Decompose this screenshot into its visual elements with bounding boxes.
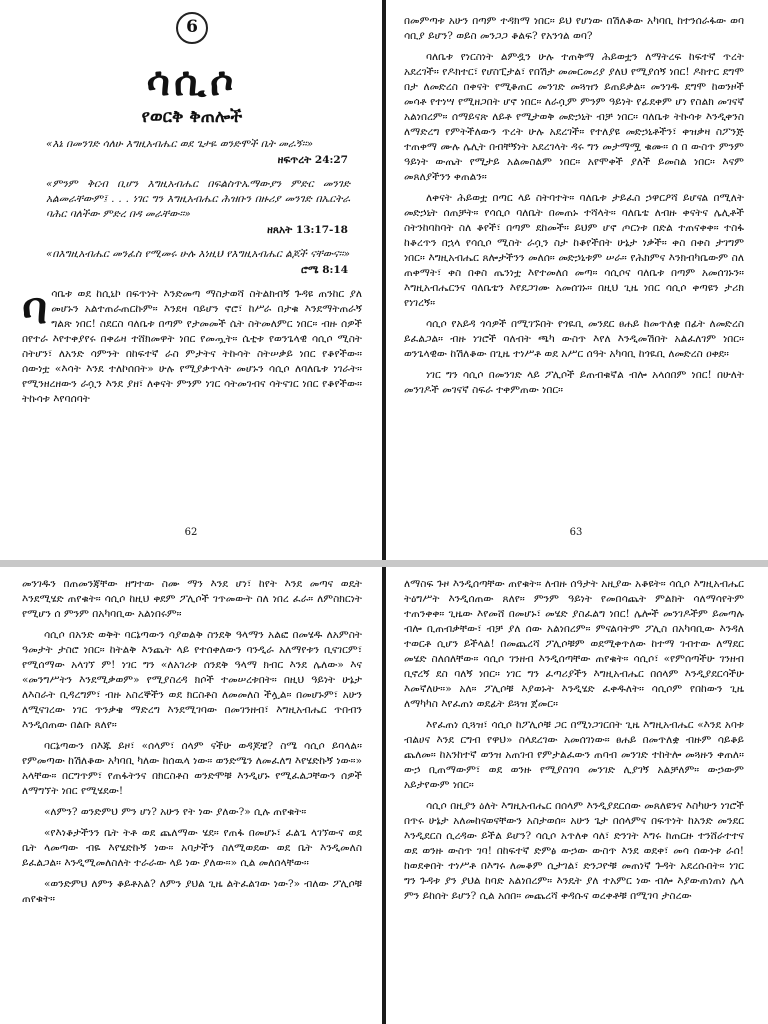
body-paragraph: ሳሲሶ በአንድ ወቅት ባርኔጣውን ሳያወልቅ ስንደቅ ዓላማን አልፎ በመሄዱ ለአምስት ዓመታት ታስሮ ነበር። ከትልቅ እንጨት ላይ የተሰቀለውን ባንዲራ አለማየቱን ቢናገርም፣ የሚሰማው አላገኘ ም! ነገር ግን «ለአገሪቱ ሰንደቅ ዓላማ ክብር እንደ ሌለው» እና «መንግሥትን እንደሚቃወም» የሚያስረዳ ክሶች ተመሠረቱበት። በዚህ ዓይነት ሁኔታ ለእስራት ቢዳረግም፣ ብዙ አስረኞችን ወደ ክርስቶስ ለመመለስ ችሏል። በመሆኑም፣ አሁን ለሚናገረው ነገር ጥንቃቄ ማድረግ እንደሚገባው በመገንዘብ፣ እግዚአብሔር ጥበብን እንዲሰጠው በልቡ ጸለየ። — [22, 629, 362, 731]
page-65 — [384, 567, 768, 1024]
page-number: 62 — [184, 527, 198, 538]
epigraph-quote-1: «እኔ በመንገድ ሳለሁ እግዚአብሔር ወደ ጌታዬ ወንድሞች ቤት መራኝ።» — [46, 138, 314, 150]
epigraph-quote-2: «ምንም ቅርብ ቢሆን እግዚአብሔር በፍልስጥኤማውያን ምድር መንገድ አልመራቸውም፤ . . . ነገር ግን እግዚአብሔር ሕዝቡን በዙሪያ መንገድ በኤርትራ ባሕር ባለችው ምድረ በዳ መራቸው።» — [46, 178, 350, 220]
epigraph-ref-3: ሮሜ 8:14 — [300, 264, 348, 276]
paragraph-text: ሳቤቱ ወደ ከሲኒኮ በፍጥነት እንድመጣ ማስታወሻ ስትልክብኝ ጉዳዩ ጠንከር ያለ መሆኑን አልተጠራጠርኩም። እንደዛ ባይሆን ኖሮ፣ ከሥራ በታቁ እንደማትጠራኝ ግልጽ ነበር! ስደርስ ባለቤቱ በጣም የታመመች ሴት ስትመለምር ነበር። ብዙ ሰዎች በየተራ እየተቀያየሩ በቀሬዛ ተሸክመዋት ነበር የመጧት። ሴቲቱ የወንጌላዊ ሳሲሶ ሚስት ስትሆን፣ ለአንድ ሳምንት በከፍተኛ ራስ ምታትና ትኩሳት ስትሠቃይ ነበር የቆየችው። ሰውነቷ «እሳት እንደ ተለኮሰበት» ሁሉ የሚያቃጥላት መሆኑን ሳሲሶ ለባለቤቱ ነገራት። የሚንዘረዘውን ራሷን እንደ ያዘ፣ ለቀናት ምንም ነገር ሳትመገብና ሳትናገር ነበር የቆየችው። ትኩሳቱ እየባሰባት — [22, 288, 362, 405]
body-paragraph: መንገዱን በጠመንጃቸው ዘግተው ስሙ ማን እንደ ሆነ፣ ከየት እንደ መጣና ወዴት እንደሚሄድ ጠየቁት። ሳሲሶ ከዚህ ቀደም ፖሊሶች ገጥመውት ስለ ነበረ ፈራ። ለምስክርነት የሚሆን ሰ ምንም በአካባቢው አልነበሩም። — [22, 578, 362, 620]
chapter-number: 6 — [176, 12, 208, 44]
page-separator — [0, 560, 768, 567]
body-paragraph: ባለቤቱ የነርስነት ልምዷን ሁሉ ተጠቅማ ሕይወቷን ለማትረፍ ከፍተኛ ጥረት አደረገች። የዶክተር፣ የሆስፒታል፣ የበሽታ መመርመሪያ ያለህ የሚያሰኝ ነበር! ዶክተር ደግሞ በታ ለመድረስ በቀናት የሚቆጠር መንገድ መጓዝን ይጠይቃል። መንገዱ ደግሞ ከወንዞች መሳቶ የተነሣ የሚዘጋበት ሆኖ ነበር። ለራሷም ምንም ዓይነት የፊደቀም ሆነ የስልክ መገናኛ አልነበረም። ሰማይናጽ ለይቶ የሚታወቅ መድኃኒት ብቻ ነበር። ባለቤቱ ትኩሳቱ እንዲቀንስ ለማድረግ የምትችለውን ጥረት ሁሉ አደረገች። የተለያዩ መድኃኒቶችን፣ ቀዝቃዛ ስፖንጅ ተጠቀማ ሙሉ ሌሊት በብቸኝነት አደረገላት ዳሩ ግን መታማሟ ቁሙ። ሰ በ ውስጥ ምንም ዓይነት ውጤት የሚታይ አልመስልም ነበር። አየሞቀች ያለች ይመስል ነበር። እናም መጸለያችንን ቀጠልን። — [404, 51, 744, 183]
body-paragraph: «ለምን? ወንድምህ ምን ሆነ? አሁን የት ነው ያለው?» ሲሉ ጠየቁት። — [44, 806, 307, 818]
body-paragraph: እየፈጠነ ሲጓዝ፣ ሳሲሶ ከፖሊሶቹ ጋር በሚነጋገርበት ጊዜ እግዚአብሔር «እንደ አባቱ ብልሀና እንደ ርግብ የዋህ» ስላደረገው አመሰገነው። ፀሐይ በመጥለቋ ብዙም ሳይቆይ ጨለመ። ከአንከተኛ ወንዝ አጠገብ የምታልፈውን ጠባብ መንገድ ተከትሎ መጓዙን ቀጠለ። ውኃ ቢጠማውም፣ ወደ ወንዙ የሚያስገባ መንገድ ሊያገኝ አልቻለም። ውኃውም አይታየውም ነበር። — [404, 719, 744, 791]
page-number: 63 — [569, 527, 583, 538]
page-62 — [0, 0, 382, 560]
body-paragraph: «ወንድምህ ለምን ቆይቶአል? ለምን ያህል ጊዜ ልትፈልገው ነው?» ብለው ፖሊሶቹ ጠየቁት። — [22, 878, 362, 905]
body-paragraph: ባርኔጣውን በእጁ ይዞ፣ «ሰላም፣ ሰላም ናችሁ ወዳጆቼ? ስሜ ሳሲሶ ይባላል። የምመጣው ከሽለቆው አካባቢ ካለው ከሰዉላ ነው። ወንድሜን ለመፈለግ እየሄድኩኝ ነው።» አላቸው። በርግጥም፣ የጠፋትንና በክርስቶስ ወንድሞቹ እንዲሆኑ የሚፈልጋቸውን ሰዎች ለማግኘት ነበር የሚሄደው! — [22, 740, 362, 797]
body-paragraph: ለቀናት ሕይወቷ በጣር ላይ ስትባተት። ባለቤቱ ታይፈስ ኃዋርዖሻ ይሆናል በሚለት መድኃኒት ሰጠቻት። የሳሲሶ ባለቤት በመጠኑ ተሻላት። ባለቤቴ ለብዙ ቀናትና ሌሊቶች ስትንከባከባት ስለ ቆየች፣ በጣም ደከመች። ይህም ሆኖ ጦርነቱ በድል ተጠናቀቀ። ተስፋ ከቆረጥን በኋላ የሳሲሶ ሚስት ራሷን ስታ ከቆየችበት ሁኔታ ነቃች። ቀስ በቀስ ታገግም ነበር። እግዚአብሔር ጸሎታችንን መለሰ። መድኃኒቱም ሠራ። የሕክምና እንክብካቤውም ስለ ጠቀማት፣ ቀስ በቀስ ጤንነቷ እየተመለሰ መጣ። ሳሲሶና ባለቤቱ በጣም አመሰገኑን። እግዚአብሔርንና ባለቤቴን እየደጋገሙ አመሰገኑ። በዚህ ጊዜ ነበር ሳሲሶ ቀጣዩን ታሪክ የነገረኝ። — [404, 192, 744, 309]
epigraph-ref-1: ዘፍጥረት 24:27 — [277, 154, 348, 166]
page-63 — [384, 0, 768, 560]
page-64 — [0, 567, 382, 1024]
epigraph-ref-2: ዘጸአት 13:17-18 — [267, 224, 348, 236]
body-paragraph: በመምጣቱ አሁን በጣም ተዳክማ ነበር። ይህ የሆነው በሽለቆው አካባቢ ከተንሰራፋው ወባ ሳቢያ ይሆን? ወይስ መንጋጋ ቆልፍ? የአንጎል ወባ? — [404, 15, 744, 42]
body-paragraph: ሳሲሶ በዚያን ዕለት እግዚአብሔር በሰላም እንዲያደርሰው መጸለዩንና እስካሁን ነገሮች በጥሩ ሁኔታ አለመከናወናቸውን አስታወሰ። አሁን ጌታ በሰላምና በፍጥነት ከአንድ መንደር እንዲደርስ ሲረዳው ይችል ይሆን? ሳሲሶ አጥለቀ ሳለ፣ ድንገት እግሩ ከጠርዙ ተንሸራተተና ወደ ወንዙ ውስጥ ገባ! በከፍተኛ ድምፅ ውኃው ውስጥ እንደ ወደቀ፣ መሳ ሰውነቱ ራሰ! ከወደቀበት ተነሥቶ በእግሩ ለመቆም ሲታገል፣ ድንጋዮቹ መጠነኛ ጉዳት አደረሱበት። ነገር ግን ጉዳቱ ያን ያህል ከባድ አልነበረም። እንዴት ያለ ተአምር ነው ብሎ እያውጠነጠነ ሌላ ምን ይከሰት ይሆን? ሲል አሰበ። መጨረሻ ቀዳሱና ወረቀቶቹ በሚገባ ታስረው — [404, 800, 744, 902]
body-paragraph: ሳሲሶ የአይዳ ጎሳዎች በሚገኙበት የጎዪቢ መንደር ፀሐይ ከመጥለቋ በፊት ለመድረስ ይፈልጋል። ብዙ ነገሮች ባለብት ጫካ ውስጥ እየለ እንዲመሽበት አልፈለገም ነበር። ወንጌላዊው ከሽለቆው በጊዜ ተነሥቶ ወደ አሥር ሰዓት አካባቢ ከጎዪቢ ለመድረስ ዐቀደ። — [404, 318, 744, 360]
body-paragraph — [22, 283, 362, 407]
chapter-subtitle: የወርቅ ቅጠሎች — [141, 107, 243, 127]
body-paragraph: «የእነቆታችንን ቤት ትቶ ወደ ጨለማው ሄደ። የጠፋ በመሆኑ፣ ፈልጌ ላገኘውና ወደ ቤት ላመጣው ብዬ እየሄድኩኝ ነው። አባታችን ስለሚወደው ወደ ቤት እንዲመለስ ይፈልጋል። እንዲሚመለስለት ተራራው ላይ ነው ያለው።» ሲል መለሰላቸው። — [22, 827, 362, 869]
body-paragraph: ነገር ግን ሳሲሶ በመንገድ ላይ ፖሊሶች ይጠብቁኛል ብሎ አላሰበም ነበር! በሁለት መንገዶች መገናኛ ስፍራ ተቀምጠው ነበር። — [404, 369, 744, 396]
epigraph-quote-3: «በእግዚአብሔር መንፈስ የሚመሩ ሁሉ እነዚህ የእግዚአብሔር ልጆች ናቸውና።» — [46, 248, 350, 260]
body-paragraph: ለማስፍ ጉዞ እንዲሰጣቸው ጠየቁት። ለብዙ ሰዓታት አዚያው አቆዩት። ሳሲሶ እግዚአብሔር ትዕግሥት እንዲሰጠው ጸለየ። ምንም ዓይነት የመበሳጨት ምልክት ሳለማሳየትም ተጠንቀቀ። ጊዜው እየመሸ በመሆኑ፣ መሄድ ያስፈልግ ነበር! ሌሎች መንገዶችም ይመጣሉ ብሎ ቢጠብቃቸው፣ ብቻ ያለ ሰው አልነበረም። ምናልባትም ፖሊስ በአካባቢው እንዳለ ተወርቶ ሲሆን ይችላል! በመጨረሻ ፖሊሶቹም ወደሚቀጥለው ከተማ ገብተው ለማደር መሄድ ስለሰለቸው። ሳሲሶ ገንዘብ እንዲሰጣቸው ጠየቁት። ሳሲሶ፣ «የምሰጣችሁ ገንዘብ ቢኖረኝ ደስ ባለኝ ነበር። ነገር ግን ፈጣሪያችን እግዚአብሔር በሰላም እንዲያደርሳችሁ እመኛለሁ።» አለ። ፖሊሶቹ እያወኑት እንዲሄድ ፈቀዱለት። ሳሲሶም የበከውን ጊዜ ለማካካስ እየፈጠነ ወደፊት ይጓዝ ጀመር። — [404, 578, 744, 710]
drop-cap: ባ — [22, 283, 48, 334]
chapter-title: ሳሲሶ — [146, 58, 238, 105]
